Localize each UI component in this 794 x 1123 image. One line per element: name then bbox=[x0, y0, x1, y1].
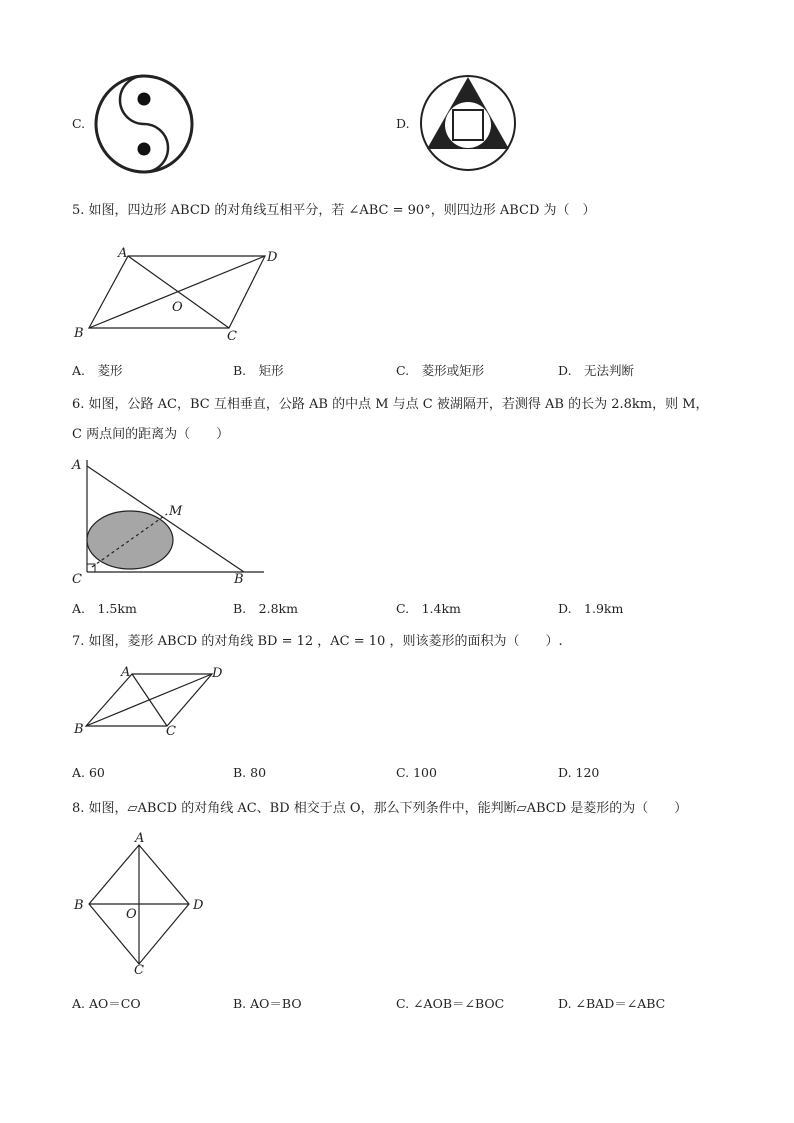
q5-option-b: B. 矩形 bbox=[233, 363, 284, 378]
q5-option-d: D. 无法判断 bbox=[558, 363, 635, 378]
q5-stem: 5. 如图，四边形 ABCD 的对角线互相平分，若 ∠ABC = 90°，则四边形 ABCD 为（ ） bbox=[72, 203, 596, 218]
q8-option-c: C. ∠AOB＝∠BOC bbox=[396, 996, 505, 1011]
q5-label-c: C bbox=[227, 329, 237, 344]
q6-option-b: B. 2.8km bbox=[233, 601, 298, 616]
q8-label-o: O bbox=[126, 907, 137, 922]
q6-stem-line2: C 两点间的距离为（ ） bbox=[72, 427, 230, 442]
q5-option-c: C. 菱形或矩形 bbox=[396, 363, 485, 378]
q8-option-a: A. AO＝CO bbox=[72, 996, 141, 1011]
q5-parallelogram-figure bbox=[72, 245, 292, 345]
q6-lake-triangle-figure bbox=[72, 452, 272, 592]
q6-label-a: A bbox=[72, 458, 82, 473]
q7-option-b: B. 80 bbox=[233, 765, 267, 780]
q7-option-c: C. 100 bbox=[396, 765, 437, 780]
q4-option-c-label: C. bbox=[72, 116, 86, 131]
q6-label-c: C bbox=[72, 572, 82, 587]
q6-option-a: A. 1.5km bbox=[72, 601, 137, 616]
q5-label-b: B bbox=[74, 326, 84, 341]
q8-option-d: D. ∠BAD＝∠ABC bbox=[558, 996, 666, 1011]
q5-label-d: D bbox=[267, 250, 278, 265]
q7-label-c: C bbox=[166, 724, 176, 739]
q8-label-a: A bbox=[135, 831, 145, 846]
yin-yang-figure bbox=[93, 73, 195, 175]
q5-label-o: O bbox=[172, 300, 183, 315]
q6-option-d: D. 1.9km bbox=[558, 601, 624, 616]
q7-label-d: D bbox=[212, 666, 223, 681]
q8-label-c: C bbox=[134, 963, 144, 978]
q7-option-a: A. 60 bbox=[72, 765, 105, 780]
q7-rhombus-figure bbox=[72, 662, 232, 742]
q8-stem: 8. 如图，▱ABCD 的对角线 AC、BD 相交于点 O，那么下列条件中，能判断▱ABCD 是菱形的为（ ） bbox=[72, 801, 688, 816]
q7-option-d: D. 120 bbox=[558, 765, 600, 780]
q8-label-b: B bbox=[74, 898, 84, 913]
q7-label-b: B bbox=[74, 722, 84, 737]
q8-rhombus-figure bbox=[72, 828, 222, 978]
q6-stem-line1: 6. 如图，公路 AC，BC 互相垂直，公路 AB 的中点 M 与点 C 被湖隔开，若测得 AB 的长为 2.8km，则 M， bbox=[72, 397, 709, 412]
q5-option-a: A. 菱形 bbox=[72, 363, 123, 378]
q5-label-a: A bbox=[118, 246, 128, 261]
q7-stem: 7. 如图，菱形 ABCD 的对角线 BD = 12 ，AC = 10 ，则该菱形的面积为（ ）. bbox=[72, 634, 563, 649]
q6-label-m: M bbox=[169, 504, 183, 519]
q8-option-b: B. AO＝BO bbox=[233, 996, 302, 1011]
triangle-circle-figure bbox=[418, 73, 518, 173]
q6-option-c: C. 1.4km bbox=[396, 601, 461, 616]
q4-option-d-label: D. bbox=[396, 116, 410, 131]
q6-label-b: B bbox=[234, 572, 244, 587]
q8-label-d: D bbox=[193, 898, 204, 913]
q7-label-a: A bbox=[121, 665, 131, 680]
